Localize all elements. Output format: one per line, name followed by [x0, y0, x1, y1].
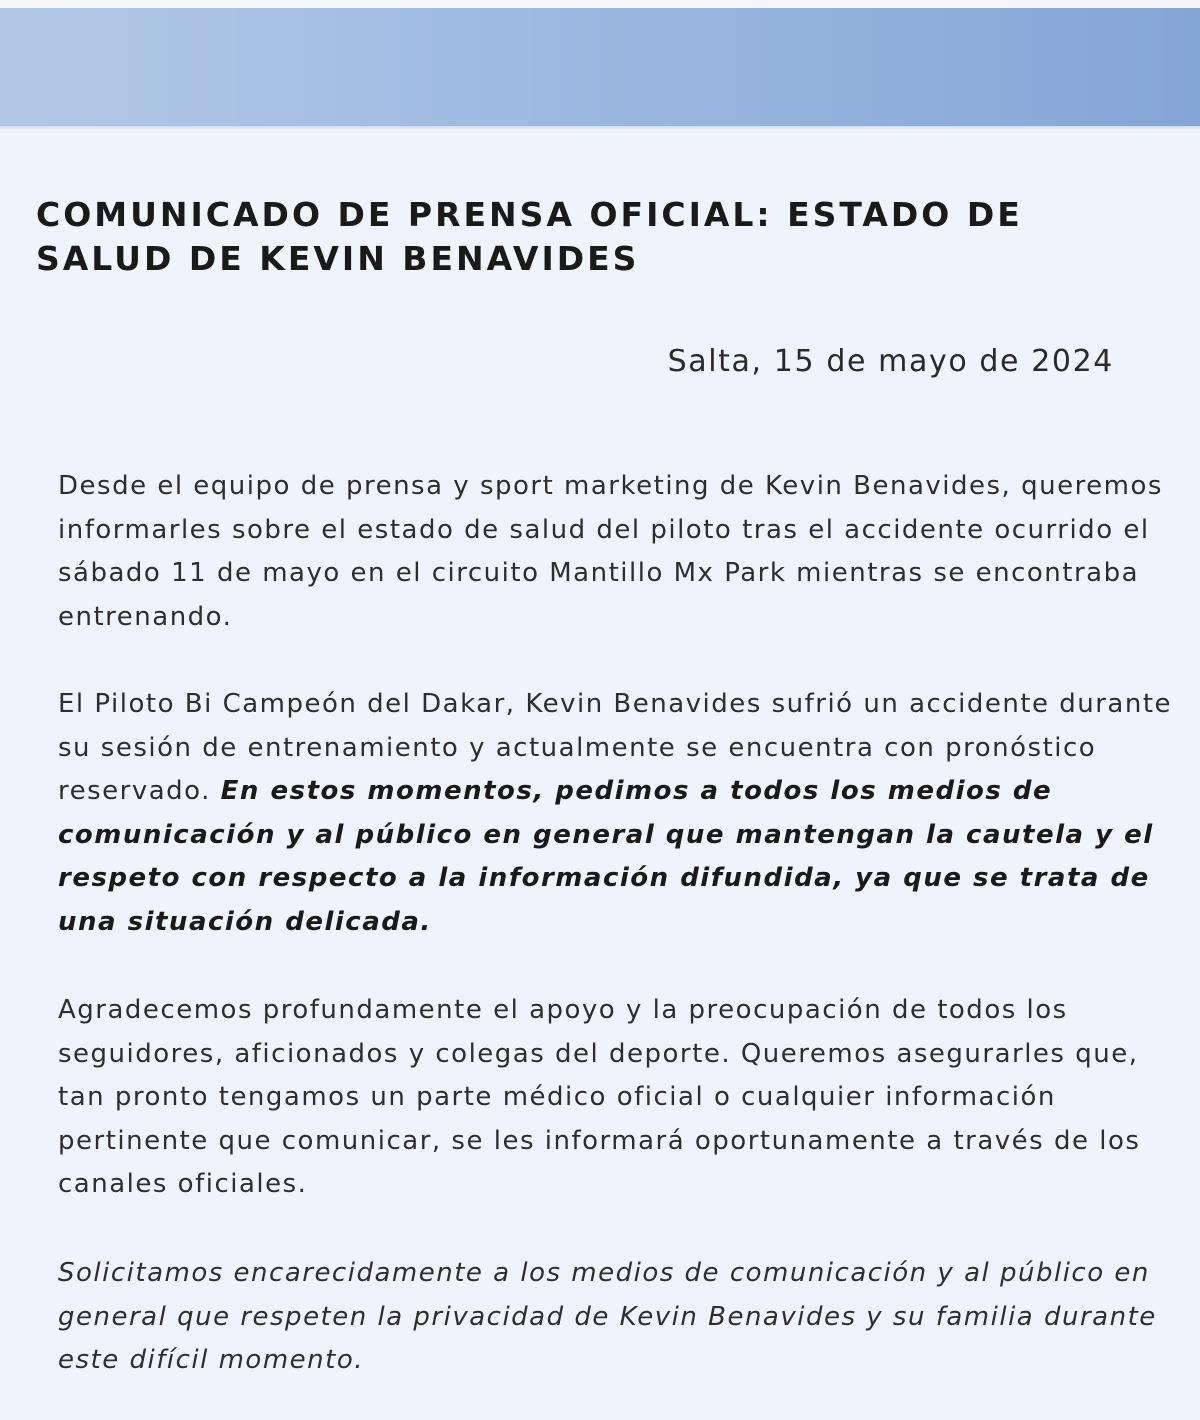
paragraph-intro: Desde el equipo de prensa y sport marketing de Kevin Benavides, queremos informarles sobre el estado de salud del piloto tras el accidente ocurrido el sábado 11 de mayo en el circuito Mantillo Mx Park mientras se encontraba entrenando.	[58, 471, 1163, 632]
paragraph-accident-text: El Piloto Bi Campeón del Dakar, Kevin Benavides sufrió un accidente durante su sesión de entrenamiento y actualmente se encuentra con pronóstico reservado.	[58, 689, 1173, 806]
top-edge	[0, 0, 1200, 8]
banner-shadow	[0, 126, 1200, 130]
paragraph-accident	[58, 683, 1183, 944]
paragraph-accident-emphasis: En estos momentos, pedimos a todos los medios de comunicación y al público en general que mantengan la cautela y el respeto con respecto a la información difundida, ya que se trata de una situación delicada.	[58, 776, 1154, 937]
header-banner	[0, 8, 1200, 126]
document-title: COMUNICADO DE PRENSA OFICIAL: ESTADO DE SALUD DE KEVIN BENAVIDES	[36, 195, 1023, 278]
paragraph-thanks: Agradecemos profundamente el apoyo y la preocupación de todos los seguidores, aficionados y colegas del deporte. Queremos asegurarles que, tan pronto tengamos un parte médico oficial o cualquier información pertinente que comunicar, se les informará oportunamente a través de los canales oficiales.	[58, 995, 1141, 1199]
paragraph-privacy-request: Solicitamos encarecidamente a los medios de comunicación y al público en general que respeten la privacidad de Kevin Benavides y su familia durante este difícil momento.	[58, 1258, 1157, 1375]
dateline: Salta, 15 de mayo de 2024	[667, 344, 1114, 379]
